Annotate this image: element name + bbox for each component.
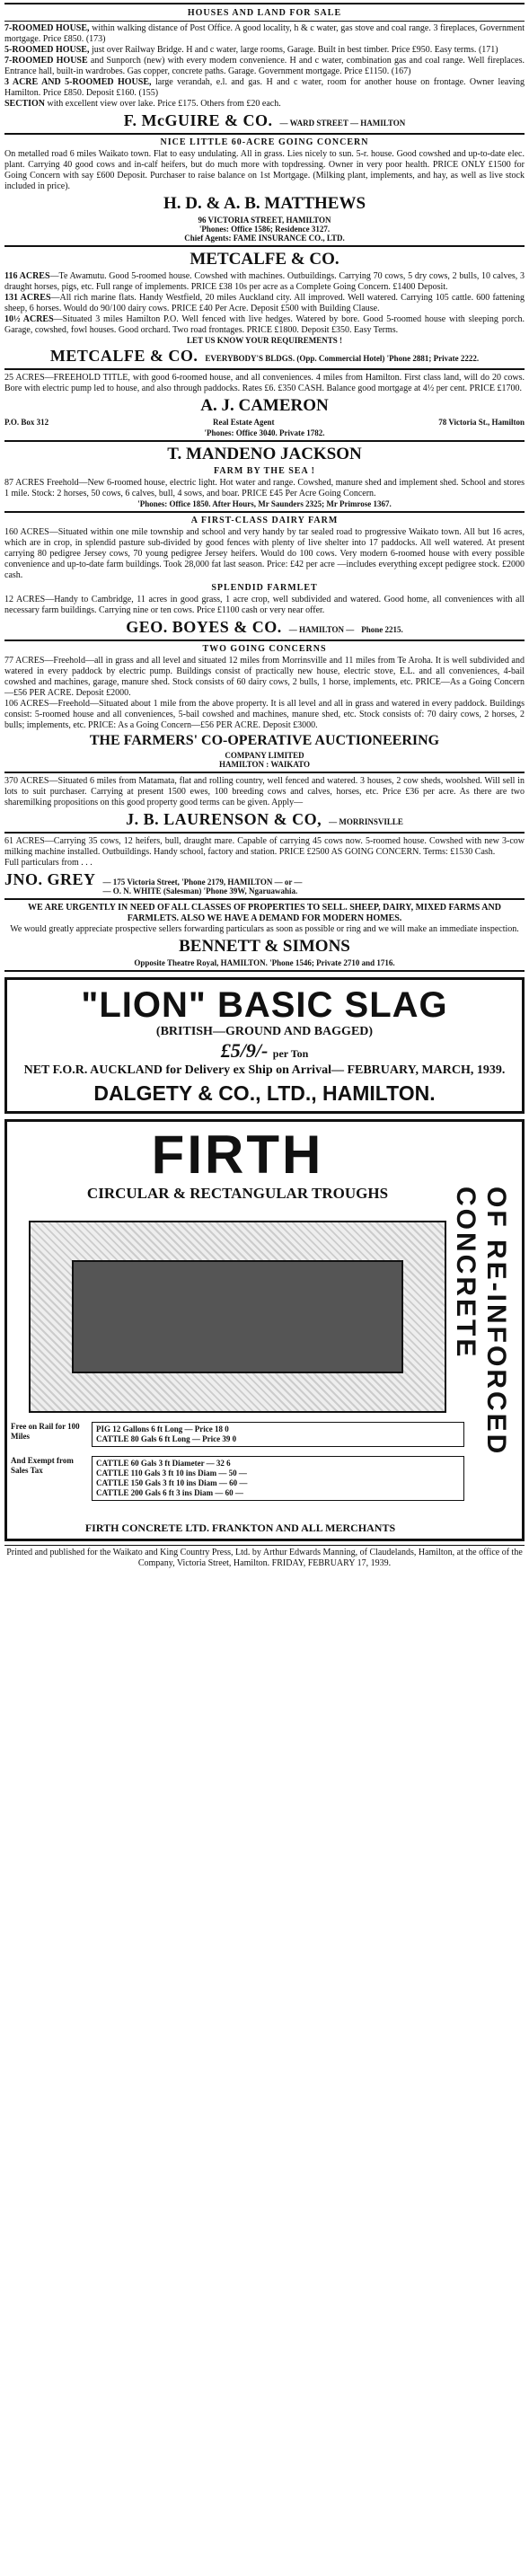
trough-water — [72, 1260, 403, 1373]
advertiser-signature — [4, 347, 525, 366]
firm-address: Opposite Theatre Royal, HAMILTON. 'Phone 1546; Private 2710 and 1716. — [134, 958, 395, 967]
divider — [4, 133, 525, 135]
ad-subtitle: (BRITISH—GROUND AND BAGGED) — [155, 1025, 374, 1038]
firm-address: 96 VICTORIA STREET, HAMILTON — [198, 216, 331, 225]
ad-caption: TWO GOING CONCERNS — [202, 644, 327, 654]
firm-name: METCALFE & CO. — [190, 250, 339, 269]
ad-boyes — [4, 516, 525, 637]
price-rows-exempt — [11, 1456, 464, 1501]
advertiser-signature — [4, 618, 525, 637]
ad-body: 25 ACRES—FREEHOLD TITLE, with good 6-roomed house, and all conveniences. 4 miles from Hamilton. First class land, will do 20 cows. Bore with electric pump led to house, and also through paddocks. Rates £6. £350 CASH. Balance good mortgage at 4½ per cent. PRICE £1700. — [4, 373, 525, 393]
ad-matthews — [4, 137, 525, 243]
advertiser-signature — [4, 810, 525, 829]
advertiser-signature — [4, 870, 525, 895]
ad-body: 61 ACRES—Carrying 35 cows, 12 heifers, bull, draught mare. Capable of carrying 45 cows now. 5-roomed house. Cowshed with new 3-cow milking machine installed. Outbuildings. Handy school, factory and station. PRICE £2500 AS GOING CONCERN. Terms: £1530 Cash. — [4, 836, 525, 857]
ad-body: 160 ACRES—Situated within one mile township and school and very handy by tar sealed road to progressive Waikato town. All but 16 acres, which are in crop, in splendid pasture sub-divided by good fences with plenty of live shelter into 17 paddocks. All well watered. At present carrying 80 pedigree Jersey cows, 70 young pedigree Jersey heifers. Would do 100 cows. Very modern 6-roomed house with every possible convenience and up-to-date farm buildings. Took 28,000 fat last season. Price: £42 per acre —includes everything except pedigree stock. £2000 cash. — [4, 527, 525, 580]
divider — [4, 832, 525, 834]
section-header: HOUSES AND LAND FOR SALE — [187, 8, 342, 18]
firm-address: 78 Victoria St., Hamilton — [438, 418, 525, 427]
divider — [4, 511, 525, 513]
firm-phones: 'Phones: Office 1586; Residence 3127. — [198, 225, 331, 234]
firm-address: — 175 Victoria Street, 'Phone 2179, HAMILTON — or — — [102, 878, 303, 887]
firm-agents: Chief Agents: FAME INSURANCE CO., LTD. — [184, 234, 345, 243]
firm-city: — HAMILTON — — [288, 625, 355, 634]
ad-laurenson — [4, 776, 525, 829]
ad-body: 12 ACRES—Handy to Cambridge, 11 acres in good grass, 1 acre crop, well subdivided and watered. Good home, all conveniences with all necessary farm buildings. Carrying nine or ten cows. Price £1100 cash or very near offer. — [4, 595, 525, 615]
ad-caption: SPLENDID FARMLET — [211, 583, 318, 593]
ad-farmers-coop — [4, 644, 525, 769]
ad-metcalfe — [4, 250, 525, 366]
ad-body: WE ARE URGENTLY IN NEED OF ALL CLASSES OF PROPERTIES TO SELL. SHEEP, DAIRY, MIXED FARMS AND FARMLETS. ALSO WE HAVE A DEMAND FOR MODERN HOMES. — [28, 903, 501, 923]
firm-name: H. D. & A. B. MATTHEWS — [163, 194, 366, 213]
particulars-note: Full particulars from . . . — [4, 858, 93, 868]
ad-body: 77 ACRES—Freehold—all in grass and all level and situated 12 miles from Morrinsville and 11 miles from Te Aroha. It is well subdivided and watered in every paddock by electric pump. Buildings consist of practically new house, electric stove, E.L. and all conveniences, 4-bail cowshed and machines, garage, manure shed. Stock consists of 60 dairy cows, 2 bulls, 1 horse, implements, etc. PRICE—As a Going Concern—£56 PER ACRE. Deposit £2000. — [4, 656, 525, 698]
firm-phone: Phone 2215. — [361, 625, 403, 634]
listing: 10½ ACRES—Situated 3 miles Hamilton P.O. Well fenced with live hedges. Watered by bore. Good 5-roomed house with sleeping porch. Garage, cowshed, fowl houses. Good orchard. Two road frontages. PRICE £1800. Deposit £350. Easy Terms. — [4, 314, 525, 335]
ad-body: On metalled road 6 miles Waikato town. Flat to easy undulating. All in grass. Lies nicely to sun. 5-r. house. Good cowshed and up-to-date elec. plant. Carrying 40 good cows and in-calf heifers, but do much more with topdressing. Owner in very poor health. PRICE ONLY £1500 for Going Concern with say £600 Deposit. Purchaser to raise balance on 1st Mortgage. (Milking plant, implements, and hay, as well as live stock included in price). — [4, 149, 525, 191]
publisher-imprint: Printed and published for the Waikato and King Country Press, Ltd. by Arthur Edwards Manning, of Claudelands, Hamilton, at the office of the Company, Victoria Street, Hamilton. FRIDAY, FEBRUARY 17, 1939. — [4, 1545, 525, 1569]
ad-footer: FIRTH CONCRETE LTD. FRANKTON AND ALL MERCHANTS — [84, 1522, 396, 1534]
listing: 3 ACRE AND 5-ROOMED HOUSE, large verandah, e.l. and gas. H and c water, room for another house on frontage. Owner leaving Hamilton. Price £850. Deposit £160. (155) — [4, 77, 525, 98]
listing: 7-ROOMED HOUSE and Sunporch (new) with every modern convenience. H and c water, combination gas and coal range. Well fireplaces. Entrance hall, built-in wardrobes. Gas copper, concrete paths. Garage. Government mortgage. Price £1150. (167) — [4, 56, 525, 76]
firm-contacts — [103, 878, 303, 895]
price-box: PIG 12 Gallons 6 ft Long — Price 18 0 CATTLE 80 Gals 6 ft Long — Price 39 0 — [92, 1422, 464, 1447]
ad-caption: A FIRST-CLASS DAIRY FARM — [190, 516, 339, 525]
newspaper-page — [4, 3, 525, 1569]
firm-name: F. McGUIRE & CO. — [123, 111, 273, 129]
ad-price: £5/9/- per Ton — [220, 1039, 309, 1062]
listing: 131 ACRES—All rich marine flats. Handy Westfield, 20 miles Auckland city. All improved. Well watered. Carrying 105 cattle. 600 fattening sheep, 6 horses. Would do 90/100 dairy cows. PRICE £40 Per Acre. Deposit £500 with Building Clause. — [4, 293, 525, 313]
ad-body: 370 ACRES—Situated 6 miles from Matamata, flat and rolling country, well fenced and watered. 3 houses, 2 cow sheds, woolshed. Will sell in lots to suit purchaser. Carrying at present 1500 ewes, 100 breeding cows and calves, horses, etc. Price £36 per acre. As there are two sharemilking propositions on this good property good terms can be given. Apply— — [4, 776, 525, 807]
price-rows-free — [11, 1422, 464, 1447]
divider — [4, 970, 525, 972]
row-label: Free on Rail for 100 Miles — [11, 1422, 80, 1441]
price-box: CATTLE 60 Gals 3 ft Diameter — 32 6 CATTLE 110 Gals 3 ft 10 ins Diam — 50 — CATTLE 150 Gals 3 ft 10 ins Diam — 60 — CATTLE 200 Gals 6 ft 3 ins Diam — 60 — — [92, 1456, 464, 1501]
ad-lion-basic-slag — [4, 977, 525, 1114]
firm-name: GEO. BOYES & CO. — [126, 618, 282, 636]
firm-name: J. B. LAURENSON & CO, — [126, 810, 322, 828]
ad-cameron — [4, 373, 525, 437]
firm-address: — WARD STREET — HAMILTON — [279, 119, 406, 128]
call-to-action: LET US KNOW YOUR REQUIREMENTS ! — [186, 336, 343, 345]
ad-caption: NICE LITTLE 60-ACRE GOING CONCERN — [160, 137, 369, 147]
firm-role: Real Estate Agent — [212, 418, 275, 427]
row-label: And Exempt from Sales Tax — [11, 1456, 74, 1475]
divider — [4, 440, 525, 442]
firm-city: HAMILTON : WAIKATO — [218, 760, 311, 769]
divider — [4, 368, 525, 370]
firm-name: BENNETT & SIMONS — [179, 937, 350, 956]
ad-body: 87 ACRES Freehold—New 6-roomed house, electric light. Hot water and range. Cowshed, manure shed and implement shed. School and stores 1 mile. Stock: 2 horses, 50 cows, 6 calves, bull, 4 sows, and boar. PRICE £45 Per Acre Going Concern. — [4, 478, 525, 498]
divider — [4, 245, 525, 247]
firm-city: — MORRINSVILLE — [329, 817, 403, 826]
ad-subtitle: CIRCULAR & RECTANGULAR TROUGHS — [86, 1185, 389, 1202]
ad-bennett — [4, 903, 525, 967]
listing: 7-ROOMED HOUSE, within walking distance of Post Office. A good locality, h & c water, gas stove and coal range. 3 fireplaces, Government mortgage. Price £850. (173) — [4, 23, 525, 44]
listing: SECTION with excellent view over lake. Price £175. Others from £20 each. — [4, 99, 281, 109]
firm-name: METCALFE & CO. — [49, 347, 198, 365]
divider — [4, 21, 525, 22]
ad-body: 106 ACRES—Freehold—Situated about 1 mile from the above property. It is all level and all in grass and watered in every paddock. Buildings consist: 5-roomed house and all conveniences, 5-bail cowshed and machines, manure shed, etc. Stock consists of: 70 dairy cows, 2 horses, 2 bulls; implements, etc. PRICE: As a Going Concern—£56 PER ACRE. Deposit £3000. — [4, 699, 525, 730]
ad-caption: FARM BY THE SEA ! — [214, 466, 315, 476]
firm-phones: 'Phones: Office 1850. After Hours, Mr Saunders 2325; Mr Primrose 1367. — [137, 499, 392, 508]
ad-title: "LION" BASIC SLAG — [81, 985, 448, 1025]
divider — [4, 772, 525, 773]
salesman-address: — O. N. WHITE (Salesman) 'Phone 39W, Ngaruawahia. — [102, 887, 298, 895]
firm-name: T. MANDENO JACKSON — [167, 445, 362, 463]
po-box: P.O. Box 312 — [4, 418, 49, 427]
firm-phones: 'Phones: Office 3040. Private 1782. — [204, 428, 325, 437]
firm-name: JNO. GREY — [4, 870, 96, 888]
ad-grey — [4, 836, 525, 895]
firm-address: EVERYBODY'S BLDGS. (Opp. Commercial Hotel) 'Phone 2881; Private 2222. — [205, 354, 480, 363]
ad-terms: NET F.O.R. AUCKLAND for Delivery ex Ship on Arrival— FEBRUARY, MARCH, 1939. — [23, 1063, 506, 1077]
ad-title: FIRTH — [151, 1125, 324, 1185]
listing: 5-ROOMED HOUSE, just over Railway Bridge. H and c water, large rooms, Garage. Built in best timber. Price £950. Easy terms. (171) — [4, 45, 498, 55]
ad-jackson — [4, 445, 525, 508]
divider — [4, 640, 525, 641]
firm-name: THE FARMERS' CO-OPERATIVE AUCTIONEERING — [89, 733, 440, 748]
divider — [4, 898, 525, 900]
firm-name: DALGETY & CO., LTD., HAMILTON. — [93, 1081, 436, 1105]
ad-note: We would greatly appreciate prospective sellers forwarding particulars as soon as possible or ring and we will make an immediate inspection. — [10, 924, 519, 934]
listing: 116 ACRES—Te Awamutu. Good 5-roomed house. Cowshed with machines. Outbuildings. Carrying 70 cows, 5 dry cows, 2 bulls, 10 calves, 3 draught horses, pigs, etc. Full range of implements. PRICE £38 10s per acre as a Complete Going Concern. £1400 Deposit. — [4, 271, 525, 292]
trough-illustration — [29, 1221, 446, 1413]
advertiser-signature — [4, 111, 525, 130]
ad-firth-troughs — [4, 1119, 525, 1541]
firm-details — [4, 418, 525, 427]
top-rule — [4, 3, 525, 4]
ad-mcguire — [4, 23, 525, 130]
firm-name: A. J. CAMERON — [200, 396, 329, 415]
firm-sub: COMPANY LIMITED — [225, 751, 304, 760]
ad-vertical-text: OF RE-INFORCED CONCRETE — [451, 1187, 511, 1457]
